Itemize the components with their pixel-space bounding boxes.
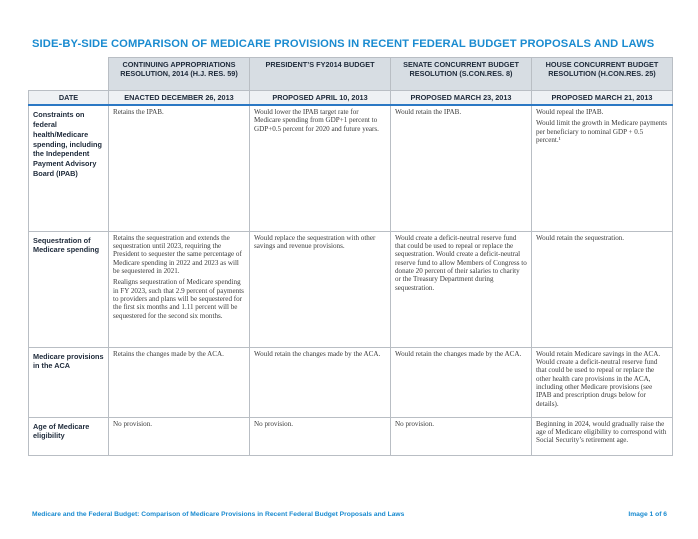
table-cell: [532, 347, 673, 417]
comparison-table: [28, 57, 673, 456]
cell-paragraph: No provision.: [254, 419, 294, 428]
row-header: Constraints on federal health/Medicare spending, including the Independent Payment Advisory Board (IPAB): [29, 105, 109, 231]
cell-paragraph: Would retain the changes made by the ACA.: [254, 349, 381, 358]
cell-paragraph: Would create a deficit-neutral reserve fund that could be used to repeal or replace the sequestration. Would create a deficit-neutral reserve fund to allow Members of Congress to donate 20 percent of their salaries to charity or the Treasury Department during sequestration.: [395, 233, 527, 292]
cell-paragraph: No provision.: [113, 419, 153, 428]
column-header-row: [29, 58, 673, 91]
table-cell: [109, 105, 250, 231]
row-header: Medicare provisions in the ACA: [29, 347, 109, 417]
table-row-ipab: [29, 105, 673, 231]
table-cell: [391, 105, 532, 231]
table-cell: [250, 231, 391, 347]
cell-paragraph: Realigns sequestration of Medicare spending in FY 2023, such that 2.9 percent of payments to providers and plans will be sequestered for the first six months and 1.11 percent will be sequestered for the second six months.: [113, 278, 244, 320]
table-row-aca: [29, 347, 673, 417]
table-cell: [532, 105, 673, 231]
date-cell: ENACTED DECEMBER 26, 2013: [109, 91, 250, 106]
column-header-continuing-appropriations: CONTINUING APPROPRIATIONS RESOLUTION, 2014 (H.J. RES. 59): [109, 58, 250, 91]
table-cell: [391, 417, 532, 455]
date-cell: PROPOSED MARCH 23, 2013: [391, 91, 532, 106]
corner-cell: [29, 58, 109, 91]
cell-paragraph: No provision.: [395, 419, 435, 428]
page-title: SIDE-BY-SIDE COMPARISON OF MEDICARE PROVISIONS IN RECENT FEDERAL BUDGET PROPOSALS AND LAWS: [32, 38, 655, 50]
cell-paragraph: Would replace the sequestration with other savings and revenue provisions.: [254, 233, 376, 250]
cell-paragraph: Retains the IPAB.: [113, 108, 164, 116]
table-row-sequestration: [29, 231, 673, 347]
cell-paragraph: Retains the changes made by the ACA.: [113, 349, 224, 358]
table-cell: [532, 417, 673, 455]
cell-paragraph: Would retain the sequestration.: [536, 233, 625, 242]
table-cell: [250, 105, 391, 231]
table-cell: [109, 231, 250, 347]
table-cell: [391, 231, 532, 347]
row-header: Sequestration of Medicare spending: [29, 231, 109, 347]
column-header-presidents-budget: PRESIDENT’S FY2014 BUDGET: [250, 58, 391, 91]
row-header: Age of Medicare eligibility: [29, 417, 109, 455]
table-cell: [391, 347, 532, 417]
cell-paragraph: Would repeal the IPAB.: [536, 108, 604, 116]
cell-paragraph: Would retain the IPAB.: [395, 108, 462, 116]
table-row-eligibility-age: [29, 417, 673, 455]
cell-paragraph: Retains the sequestration and extends the sequestration until 2023, requiring the President to sequester the same percentage of Medicare spending in 2022 and 2023 as will be sequestered in 2021.: [113, 233, 242, 275]
cell-paragraph: Would retain the changes made by the ACA.: [395, 349, 522, 358]
cell-paragraph: Would retain Medicare savings in the ACA. Would create a deficit-neutral reserve fund that could be used to repeal or replace the other health care provisions in the ACA, including other Medicare provisions (see IPAB and prescription drugs below for details).: [536, 349, 661, 408]
table-cell: [532, 231, 673, 347]
date-cell: PROPOSED APRIL 10, 2013: [250, 91, 391, 106]
cell-paragraph: Beginning in 2024, would gradually raise the age of Medicare eligibility to correspond with Social Security’s retirement age.: [536, 419, 667, 445]
footer-title: Medicare and the Federal Budget: Comparison of Medicare Provisions in Recent Federal Budget Proposals and Laws: [32, 511, 405, 518]
column-header-senate-resolution: SENATE CONCURRENT BUDGET RESOLUTION (S.CON.RES. 8): [391, 58, 532, 91]
table-cell: [250, 417, 391, 455]
column-header-house-resolution: HOUSE CONCURRENT BUDGET RESOLUTION (H.CON.RES. 25): [532, 58, 673, 91]
date-row: [29, 91, 673, 106]
table-cell: [250, 347, 391, 417]
page-number: Image 1 of 6: [628, 511, 667, 518]
table-cell: [109, 417, 250, 455]
cell-paragraph: Would limit the growth in Medicare payments per beneficiary to nominal GDP + 0.5 percent.¹: [536, 119, 668, 145]
table-cell: [109, 347, 250, 417]
cell-paragraph: Would lower the IPAB target rate for Medicare spending from GDP+1 percent to GDP+0.5 percent for 2020 and future years.: [254, 108, 379, 133]
date-cell: PROPOSED MARCH 21, 2013: [532, 91, 673, 106]
date-label: DATE: [29, 91, 109, 106]
